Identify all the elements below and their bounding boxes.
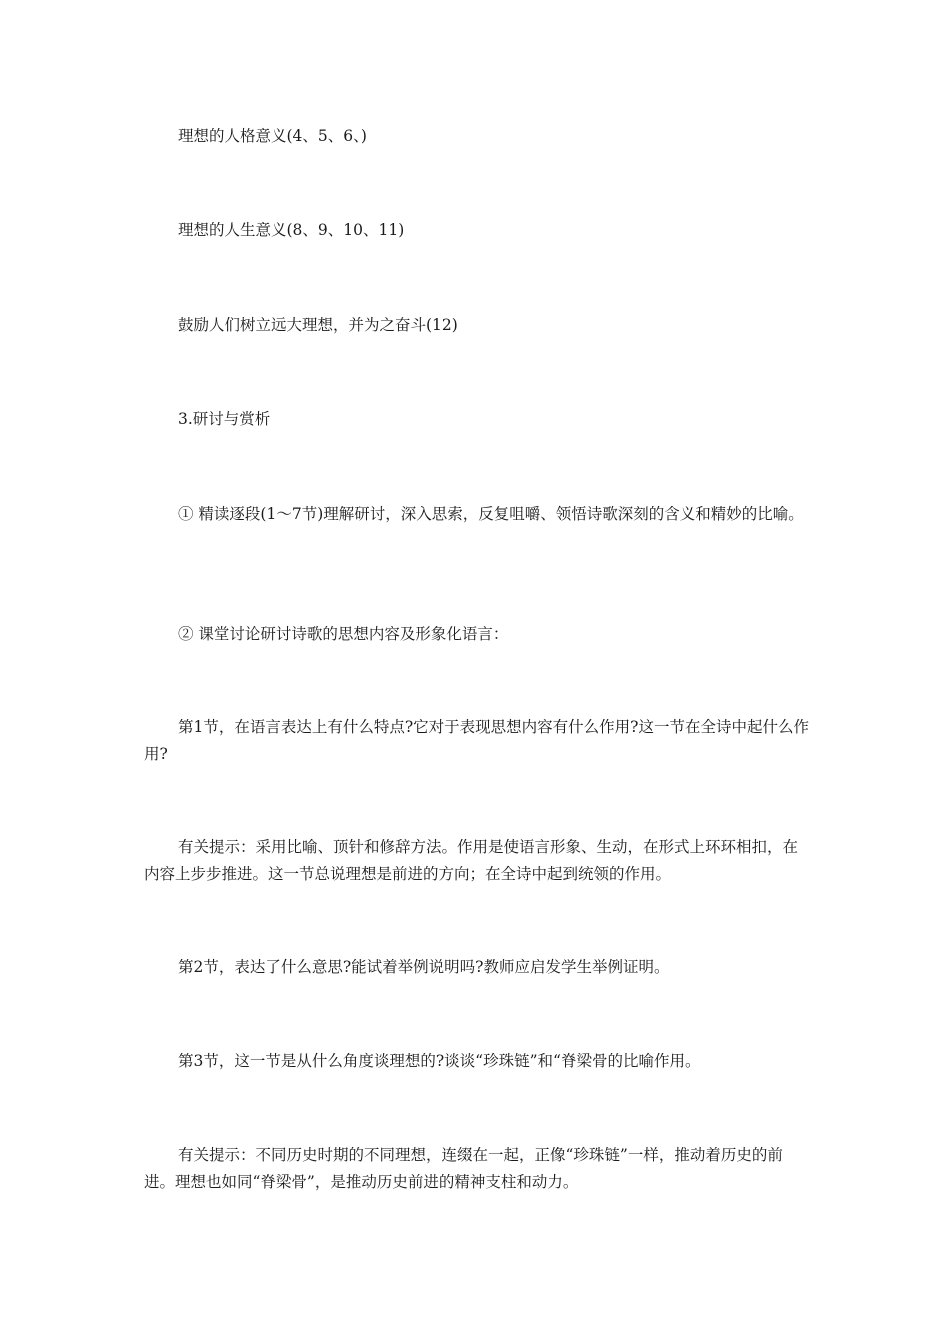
paragraph-stanza-1-hint: 有关提示：采用比喻、顶针和修辞方法。作用是使语言形象、生动，在形式上环环相扣，在内容上步步推进。这一节总说理想是前进的方向；在全诗中起到统领的作用。 xyxy=(144,838,799,883)
section-heading-study: 3.研讨与赏析 xyxy=(178,410,271,428)
paragraph-personality-meaning: 理想的人格意义(4、5、6、) xyxy=(178,127,367,145)
paragraph-stanza-2-question: 第2节，表达了什么意思?能试着举例说明吗?教师应启发学生举例证明。 xyxy=(178,958,670,976)
paragraph-stanza-1-question: 第1节，在语言表达上有什么特点?它对于表现思想内容有什么作用?这一节在全诗中起什么作用? xyxy=(144,718,809,763)
paragraph-class-discussion: ② 课堂讨论研讨诗歌的思想内容及形象化语言： xyxy=(178,625,509,643)
paragraph-close-reading: ① 精读逐段(1～7节)理解研讨，深入思索，反复咀嚼、领悟诗歌深刻的含义和精妙的比喻。 xyxy=(178,505,804,523)
paragraph-encourage-ideals: 鼓励人们树立远大理想，并为之奋斗(12) xyxy=(178,316,458,334)
paragraph-stanza-3-hint: 有关提示：不同历史时期的不同理想，连缀在一起，正像“珍珠链”一样，推动着历史的前进。理想也如同“脊梁骨”，是推动历史前进的精神支柱和动力。 xyxy=(144,1146,783,1191)
paragraph-stanza-3-question: 第3节，这一节是从什么角度谈理想的?谈谈“珍珠链”和“脊梁骨的比喻作用。 xyxy=(178,1052,701,1070)
paragraph-life-meaning: 理想的人生意义(8、9、10、11) xyxy=(178,221,405,239)
